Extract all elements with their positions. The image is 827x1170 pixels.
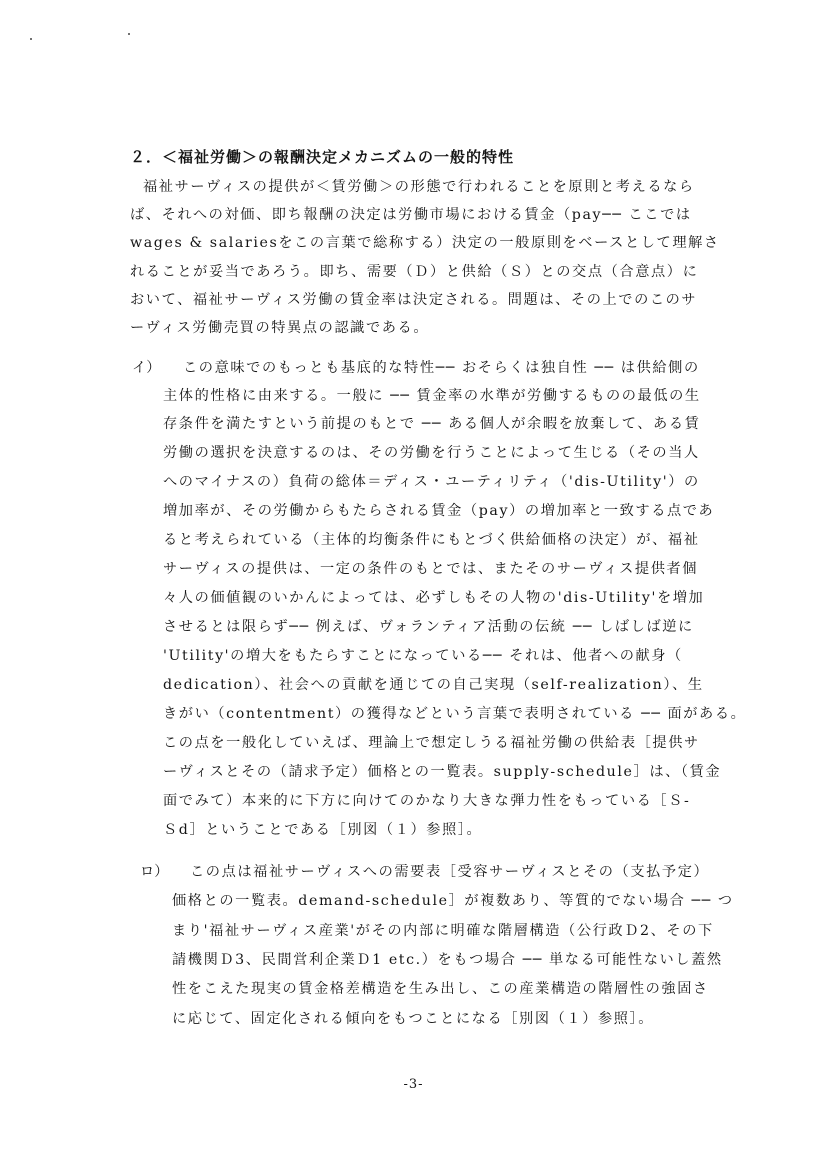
item-line: 性をこえた現実の賃金格差構造を生み出し、この産業構造の階層性の強固さ: [172, 981, 709, 997]
item-line: に応じて、固定化される傾向をもつことになる［別図（１）参照］。: [172, 1011, 655, 1027]
item-line: 面でみて）本来的に下方に向けてのかなり大きな弾力性をもっている［Ｓ-: [163, 793, 691, 809]
item-line: させるとは限らず── 例えば、ヴォランティア活動の伝統 ── しばしば逆に: [163, 619, 694, 635]
item-marker-ro: ロ）: [140, 864, 169, 880]
item-line: 々人の価値観のいかんによっては、必ずしもその人物の'dis-Utility'を増加: [163, 590, 705, 606]
intro-line: れることが妥当であろう。即ち、需要（Ｄ）と供給（Ｓ）との交点（合意点）に: [130, 264, 699, 280]
item-line: 労働の選択を決意するのは、その労働を行うことによって生じる（その当人: [163, 445, 700, 461]
item-line: サーヴィスの提供は、一定の条件のもとでは、またそのサーヴィス提供者個: [163, 561, 699, 577]
item-line: まり'福祉サーヴィス産業'がその内部に明確な階層構造（公行政Ｄ2、その下: [172, 923, 714, 939]
intro-line: 福祉サーヴィスの提供が＜賃労働＞の形態で行われることを原則と考えるなら: [143, 179, 695, 195]
intro-line: ーヴィス労働売買の特異点の認識である。: [130, 320, 430, 336]
scan-speck: [128, 33, 130, 35]
item-line: ーヴィスとその（請求予定）価格との一覧表。supply-schedule］は、（賃金: [163, 764, 722, 780]
item-line: この点を一般化していえば、理論上で想定しうる福祉労働の供給表［提供サ: [163, 735, 700, 751]
item-line: 増加率が、その労働からもたらされる賃金（pay）の増加率と一致する点であ: [163, 503, 715, 519]
item-line: へのマイナスの）負荷の総体＝ディス・ユーティリティ（'dis-Utility'）の: [163, 474, 700, 490]
item-line: Ｓd］ということである［別図（１）参照］。: [163, 822, 483, 838]
intro-line: ば、それへの対価、即ち報酬の決定は労働市場における賃金（pay── ここでは: [130, 207, 692, 223]
item-line: 存条件を満たすという前提のもとで ── ある個人が余暇を放棄して、ある賃: [163, 416, 701, 432]
section-heading: ２．＜福祉労働＞の報酬決定メカニズムの一般的特性: [130, 148, 515, 166]
item-line: 価格との一覧表。demand-schedule］が複数あり、等質的でない場合 ── つ: [172, 893, 734, 909]
item-marker-i: イ）: [132, 360, 161, 376]
intro-line: おいて、福祉サーヴィス労働の賃金率は決定される。問題は、その上でのこのサ: [130, 292, 698, 308]
item-line: この意味でのもっとも基底的な特性── おそらくは独自性 ── は供給側の: [183, 360, 700, 376]
item-line: きがい（contentment）の獲得などという言葉で表明されている ── 面がある。: [163, 706, 747, 722]
item-line: 主体的性格に由来する。一般に ── 賃金率の水準が労働するものの最低の生: [163, 388, 701, 404]
item-line: この点は福祉サーヴィスへの需要表［受容サーヴィスとその（支払予定）: [190, 864, 710, 880]
intro-line: wages & salariesをこの言葉で総称する）決定の一般原則をベースとして理解さ: [130, 235, 720, 251]
page-number: -3-: [403, 1077, 424, 1092]
scan-speck: [30, 38, 32, 40]
item-line: ると考えられている（主体的均衡条件にもとづく供給価格の決定）が、福祉: [163, 532, 700, 548]
item-line: dedication）、社会への貢献を通じての自己実現（self-realization）、生: [163, 677, 704, 693]
item-line: 請機関Ｄ3、民間営利企業Ｄ1 etc.）をもつ場合 ── 単なる可能性ないし蓋然: [172, 952, 723, 968]
item-line: 'Utility'の増大をもたらすことになっている── それは、他者への献身（: [163, 648, 683, 664]
